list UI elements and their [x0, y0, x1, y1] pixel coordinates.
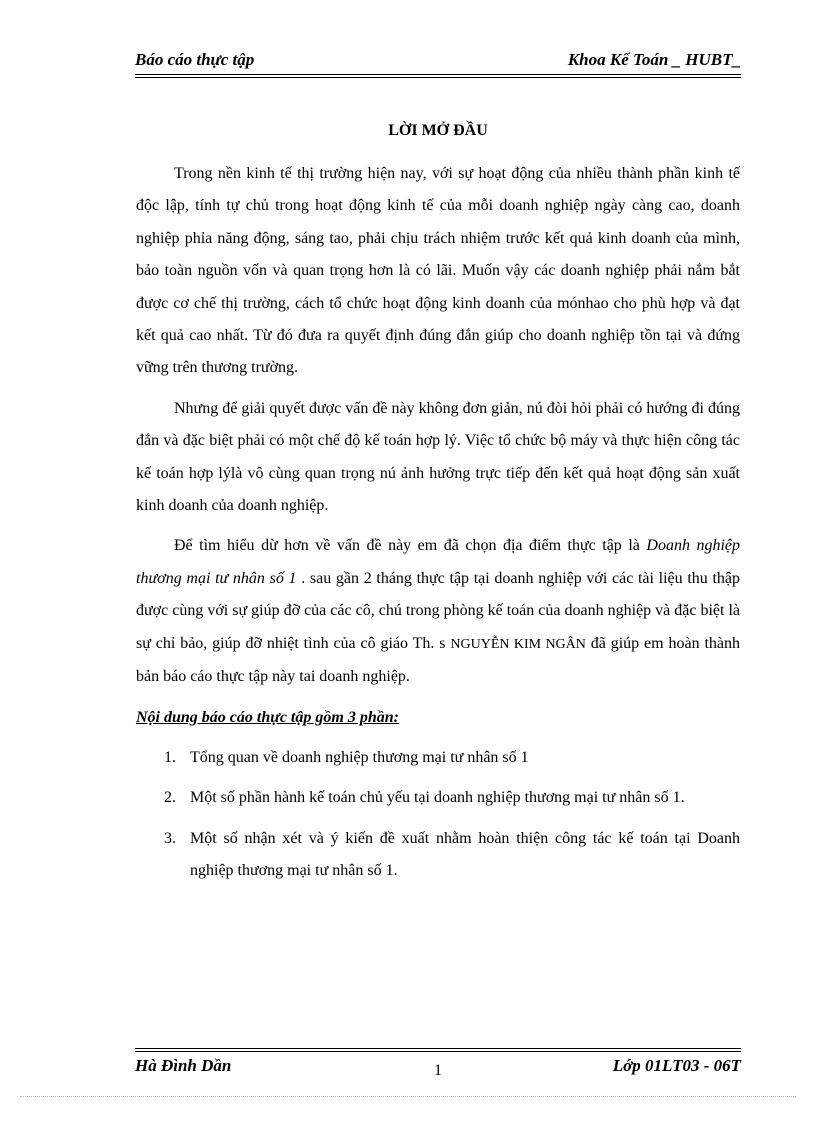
list-item-text: Một số nhận xét và ý kiến đề xuất nhằm hoàn thiện công tác kế toán tại Doanh nghiệp thương mại tư nhân số 1.	[190, 829, 740, 880]
page-bottom-dotted-line	[20, 1096, 796, 1097]
page-footer	[135, 1056, 741, 1082]
list-item-number: 2.	[164, 789, 176, 807]
intro-paragraph-1: Trong nền kinh tế thị trường hiện nay, với sự hoạt động của nhiều thành phần kinh tế độc lập, tính tự chủ trong hoạt động kinh tế của mỗi doanh nghiệp ngày càng cao, doanh nghiệp phỉa năng động, sáng tao, phải chịu trách nhiệm trước kết quả kinh doanh của mình, bảo toàn nguồn vốn và quan trọng hơn là có lãi. Muốn vậy các doanh nghiệp phải nắm bắt được cơ chế thị trường, cách tổ chức hoạt động kinh doanh của mónhao cho phù hợp và đạt kết quả cao nhất. Từ đó đưa ra quyết định đúng đắn giúp cho doanh nghiệp tồn tại và đứng vững trên thương trường.	[136, 165, 740, 377]
teacher-name: NGUYỄN KIM NGÂN	[450, 636, 586, 652]
list-item-text: Tổng quan về doanh nghiệp thương mại tư nhân số 1	[190, 748, 529, 766]
report-parts-list	[136, 742, 740, 888]
document-title: LỜI MỞ ĐẦU	[388, 122, 488, 139]
document-body	[136, 158, 740, 896]
list-item	[136, 742, 740, 774]
footer-divider	[135, 1048, 741, 1052]
page-header	[135, 50, 741, 74]
paragraph-3-start: Để tìm hiểu dừ hơn về vấn đề này em đã chọn địa điểm thực tập là	[174, 537, 640, 555]
footer-class: Lớp 01LT03 - 06T	[612, 1056, 741, 1075]
intro-paragraph-3	[136, 530, 740, 693]
header-divider	[135, 74, 741, 78]
paragraph-3-end: đã giúp em hoàn thành bản báo cáo thực tập này tai doanh nghiệp.	[136, 634, 740, 686]
list-item	[136, 782, 740, 814]
list-item-number: 3.	[164, 829, 176, 847]
intro-paragraph-2: Nhưng để giải quyết được vấn đề này không đơn giản, nú đòi hỏi phải có hướng đi đúng đắn và đặc biệt phải có một chế độ kế toán hợp lý. Việc tổ chức bộ máy và thực hiện công tác kế toán hợp lýlà vô cùng quan trọng nú ảnh hưởng trực tiếp đến kết quả hoạt động sản xuất kinh doanh của doanh nghiệp.	[136, 399, 740, 515]
report-contents-heading: Nội dung báo cáo thực tập gồm 3 phần:	[136, 708, 399, 726]
paragraph-3-middle: . sau gần 2 tháng thực tập tại doanh nghiệp với các tài liệu thu thập được cùng với sự giúp đỡ của các cô, chú trong phòng kế toán của doanh nghiệp và đặc biệt là sự chỉ bảo, giúp đỡ nhiệt tình của cô giáo Th. s	[136, 569, 741, 652]
header-report-title: Báo cáo thực tập	[135, 50, 255, 69]
company-name: Doanh nghiệp thương mại tư nhân số 1	[136, 537, 741, 587]
header-faculty: Khoa Kế Toán _ HUBT_	[567, 50, 741, 69]
page-number: 1	[434, 1062, 442, 1079]
list-item	[136, 823, 740, 888]
list-item-text: Một số phần hành kế toán chủ yếu tại doanh nghiệp thương mại tư nhân số 1.	[190, 789, 685, 807]
footer-author: Hà Đình Dần	[135, 1056, 232, 1075]
list-item-number: 1.	[164, 748, 176, 766]
